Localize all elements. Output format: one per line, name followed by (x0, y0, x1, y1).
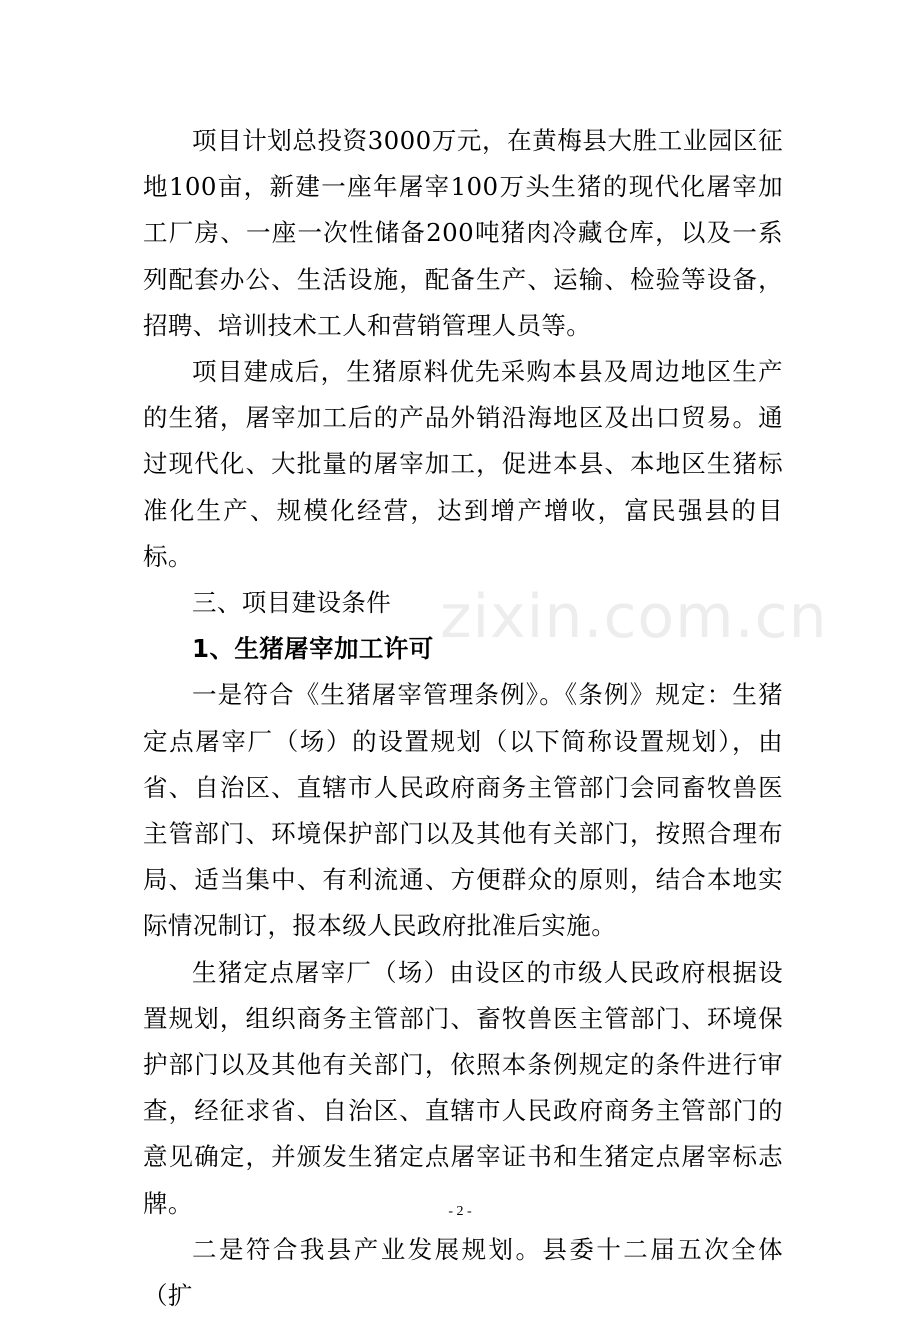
watermark-logo: zixin.com.cn (440, 582, 828, 652)
section-heading-conditions: 三、项目建设条件 (192, 588, 392, 618)
paragraph-approval: 生猪定点屠宰厂（场）由设区的市级人民政府根据设置规划，组织商务主管部门、畜牧兽医主管部门、环境保护部门以及其他有关部门，依照本条例规定的条件进行审查，经征求省、自治区、直辖市人民政府商务主管部门的意见确定，并颁发生猪定点屠宰证书和生猪定点屠宰标志牌。 (143, 957, 783, 1218)
document-body (143, 118, 783, 1319)
paragraph-investment-plan: 项目计划总投资3000万元，在黄梅县大胜工业园区征地100亩，新建一座年屠宰100万头生猪的现代化屠宰加工厂房、一座一次性储备200吨猪肉冷藏仓库，以及一系列配套办公、生活设施，配备生产、运输、检验等设备，招聘、培训技术工人和营销管理人员等。 (143, 126, 783, 340)
paragraph-project-outcome: 项目建成后，生猪原料优先采购本县及周边地区生产的生猪，屠宰加工后的产品外销沿海地区及出口贸易。通过现代化、大批量的屠宰加工，促进本县、本地区生猪标准化生产、规模化经营，达到增产增收，富民强县的目标。 (143, 357, 783, 571)
paragraph-county-plan: 二是符合我县产业发展规划。县委十二届五次全体（扩 (143, 1234, 783, 1311)
page-number: - 2 - (448, 1204, 472, 1219)
paragraph-regulation: 一是符合《生猪屠宰管理条例》。《条例》规定：生猪定点屠宰厂（场）的设置规划（以下简称设置规划），由省、自治区、直辖市人民政府商务主管部门会同畜牧兽医主管部门、环境保护部门以及其他有关部门，按照合理布局、适当集中、有利流通、方便群众的原则，结合本地实际情况制订，报本级人民政府批准后实施。 (143, 680, 783, 941)
subsection-heading-license: 1、生猪屠宰加工许可 (192, 634, 434, 664)
